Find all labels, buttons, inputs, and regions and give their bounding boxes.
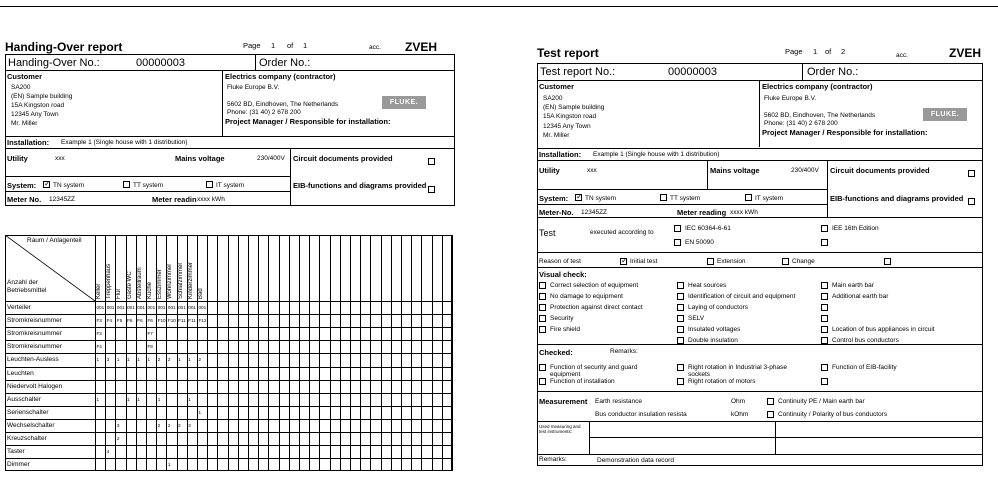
installation-value: Example 1 (Single house with 1 distribution)	[61, 139, 188, 146]
grid-row-label: Taster	[7, 448, 25, 456]
grid-cell: 2	[157, 357, 161, 363]
tn-system-label: TN system	[585, 195, 617, 202]
grid-cell: 001	[137, 305, 145, 310]
grid-cell: 3	[116, 422, 120, 428]
tt-system-label: TT system	[133, 182, 164, 189]
grid-cell: 3	[106, 357, 110, 363]
grid-cell: 1	[96, 357, 100, 363]
header-frame	[537, 63, 983, 466]
project-manager-label: Project Manager / Responsible for installation:	[762, 128, 928, 137]
grid-corner-bottom: Anzahl der Betriebsmittel	[7, 279, 47, 294]
grid-row-label: Niedervolt Halogen	[7, 382, 63, 390]
test-label: Test	[539, 228, 556, 238]
page-total: 2	[841, 47, 846, 56]
grid-row-label: Stromkreisnummer	[7, 330, 62, 338]
checked-item: Function of installation	[550, 378, 615, 385]
page-number: 1	[813, 47, 818, 56]
checked-checkbox[interactable]	[677, 364, 684, 371]
grid-cell: 2	[167, 357, 171, 363]
utility-value: xxx	[587, 167, 597, 174]
it-system-label: IT system	[755, 195, 784, 202]
measurement-label: Measurement	[539, 397, 588, 406]
grid-cell: 1	[137, 357, 140, 363]
grid-column-header: Flur	[116, 288, 123, 299]
grid-cell: F3	[96, 331, 102, 337]
visual-check-checkbox[interactable]	[677, 315, 684, 322]
handing-over-no-value: 00000003	[136, 57, 185, 69]
circuit-documents-label: Circuit documents provided	[293, 154, 393, 163]
grid-cell: 1	[188, 396, 191, 402]
grid-column-header: Küche	[147, 281, 153, 299]
grid-corner-top: Raum / Anlagenteil	[27, 237, 82, 244]
visual-check-item: Heat sources	[688, 282, 727, 289]
visual-check-item: Location of bus appliances in circuit	[832, 326, 935, 333]
visual-check-checkbox[interactable]	[821, 304, 828, 311]
checked-checkbox[interactable]	[539, 378, 546, 385]
grid-column-header: Kinderzimmer	[187, 261, 194, 299]
grid-cell: 1	[198, 409, 202, 415]
order-no-label: Order No.:	[807, 66, 859, 78]
utility-value: xxx	[55, 155, 65, 162]
eib-functions-checkbox[interactable]	[428, 186, 435, 193]
visual-check-checkbox[interactable]	[677, 326, 684, 333]
used-instruments-label: Used measuring and test instruments:	[539, 424, 581, 434]
utility-label: Utility	[7, 154, 28, 163]
ohm-unit: Ohm	[731, 398, 746, 405]
visual-check-checkbox[interactable]	[821, 315, 828, 322]
visual-check-checkbox[interactable]	[539, 315, 546, 322]
visual-check-checkbox[interactable]	[821, 282, 828, 289]
fluke-logo: FLUKE.	[923, 108, 967, 121]
extra-checkbox[interactable]	[821, 239, 828, 246]
checked-checkbox[interactable]	[677, 378, 684, 385]
grid-cell: 001	[198, 305, 207, 310]
grid-cell: 001	[127, 305, 135, 310]
eib-functions-label: EIB-functions and diagrams provided	[830, 194, 964, 203]
grid-cell: 001	[178, 305, 186, 310]
grid-row-label: Leuchten-Ausless	[7, 356, 59, 364]
customer-line: SA200	[11, 84, 31, 91]
meter-no-value: 12345ZZ	[49, 196, 76, 203]
visual-check-checkbox[interactable]	[821, 337, 828, 344]
grid-cell: 2	[116, 436, 120, 441]
grid-cell: 1	[116, 357, 120, 363]
grid-cell: F6	[137, 318, 143, 324]
grid-cell: 2	[178, 422, 181, 428]
of-label: of	[287, 41, 294, 50]
meter-reading-value: xxxx kWh	[730, 209, 758, 216]
extension-label: Extension	[717, 258, 746, 265]
mains-voltage-label: Mains voltage	[175, 154, 225, 163]
page-label: Page	[785, 47, 803, 56]
grid-cell: 1	[167, 462, 171, 468]
grid-cell: 1	[178, 357, 181, 363]
visual-check-checkbox[interactable]	[677, 304, 684, 311]
continuity-pe-checkbox[interactable]	[767, 398, 774, 405]
tn-system-checkbox[interactable]	[43, 181, 50, 188]
installation-label: Installation:	[539, 150, 582, 159]
grid-row-label: Dimmer	[7, 461, 30, 469]
customer-label: Customer	[539, 82, 575, 91]
test-report-no-value: 00000003	[668, 66, 717, 78]
visual-check-item: Control bus conductors	[832, 337, 899, 344]
visual-check-checkbox[interactable]	[677, 337, 684, 344]
acc-label: acc.	[369, 44, 381, 51]
grid-row-label: Serienschalter	[7, 408, 49, 416]
mains-voltage-value: 230/400V	[791, 167, 819, 174]
continuity-bus-checkbox[interactable]	[767, 411, 774, 418]
grid-column-header: Keller	[96, 283, 102, 299]
initial-test-checkbox[interactable]	[620, 258, 627, 265]
grid-cell: 2	[167, 422, 171, 428]
report-title: Handing-Over report	[5, 40, 123, 54]
grid-cell: 3	[188, 422, 191, 428]
checked-checkbox[interactable]	[821, 378, 828, 385]
grid-cell: 001	[157, 305, 166, 310]
change-extra-checkbox[interactable]	[884, 258, 891, 265]
circuit-documents-checkbox[interactable]	[968, 170, 975, 177]
en-checkbox[interactable]	[674, 239, 681, 246]
grid-cell: F4	[106, 318, 113, 324]
visual-check-checkbox[interactable]	[539, 304, 546, 311]
grid-cell: F4	[96, 344, 102, 350]
visual-check-checkbox[interactable]	[539, 326, 546, 333]
visual-check-item: Correct selection of equipment	[550, 282, 639, 289]
order-no-label: Order No.:	[259, 57, 311, 69]
project-manager-label: Project Manager / Responsible for installation:	[225, 117, 391, 126]
utility-label: Utility	[539, 166, 560, 175]
grid-cell: 1	[157, 396, 161, 402]
meter-no-label: Meter No.	[7, 195, 42, 204]
grid-cell: 1	[127, 396, 130, 402]
report-title: Test report	[537, 46, 599, 60]
bus-insulation-label: Bus conductor insulation resista	[595, 411, 687, 418]
grid-cell: 2	[157, 422, 161, 428]
grid-cell: F5	[116, 318, 123, 324]
grid-cell: 001	[96, 305, 105, 310]
circuit-documents-label: Circuit documents provided	[830, 166, 930, 175]
change-checkbox[interactable]	[782, 258, 789, 265]
earth-resistance-label: Earth resistance	[595, 398, 642, 405]
visual-check-checkbox[interactable]	[677, 282, 684, 289]
remarks-bottom-label: Remarks:	[539, 456, 567, 463]
fluke-logo: FLUKE.	[382, 96, 426, 109]
grid-cell: 001	[167, 305, 176, 310]
visual-check-item: Insulated voltages	[688, 326, 741, 333]
meter-no-value: 12345ZZ	[581, 209, 608, 216]
code-label: ZVEH	[949, 46, 982, 60]
contractor-line: 5602 BD, Eindhoven, The Netherlands	[764, 112, 876, 119]
mains-voltage-value: 230/400V	[257, 155, 285, 162]
visual-check-item: Additional earth bar	[832, 293, 889, 300]
visual-check-item: No damage to equipment	[550, 293, 623, 300]
customer-line: Mr. Miller	[11, 120, 38, 127]
contractor-line: Fluke Europe B.V.	[227, 84, 280, 91]
customer-line: SA200	[543, 95, 563, 102]
mains-voltage-label: Mains voltage	[710, 166, 760, 175]
contractor-label: Electrics company (contractor)	[225, 72, 336, 81]
equipment-grid	[5, 235, 455, 469]
grid-cell: 1	[137, 396, 140, 402]
circuit-documents-checkbox[interactable]	[428, 158, 435, 165]
visual-check-item: Main earth bar	[832, 282, 874, 289]
grid-column-header: Wohnzimmer	[167, 263, 174, 299]
grid-cell: F6	[127, 318, 133, 324]
meter-reading-value: xxxx kWh	[197, 196, 225, 203]
grid-row-label: Wechselschalter	[7, 421, 55, 429]
executed-label: executed according to	[590, 229, 654, 236]
continuity-bus-label: Continuity / Polarity of bus conductors	[778, 411, 888, 418]
installation-label: Installation:	[7, 138, 50, 147]
installation-value: Example 1 (Single house with 1 distribution)	[593, 151, 720, 158]
grid-cell: 001	[188, 305, 196, 310]
visual-check-checkbox[interactable]	[539, 293, 546, 300]
eib-functions-checkbox[interactable]	[968, 198, 975, 205]
visual-check-checkbox[interactable]	[821, 293, 828, 300]
code-label: ZVEH	[405, 40, 438, 54]
grid-cell: 1	[188, 357, 191, 363]
remarks-bottom-value: Demonstration data record	[597, 457, 674, 464]
grid-cell: 2	[198, 357, 202, 363]
page-top-rule	[0, 6, 998, 7]
system-label: System:	[539, 194, 569, 203]
grid-cell: F6	[147, 318, 153, 324]
checked-item: Right rotation of motors	[688, 378, 756, 385]
it-system-checkbox[interactable]	[206, 181, 213, 188]
visual-check-item: Laying of conductors	[688, 304, 748, 311]
meter-reading-label: Meter reading	[677, 208, 727, 217]
system-label: System:	[7, 181, 37, 190]
kohm-unit: kOhm	[731, 411, 749, 418]
eib-functions-label: EIB-functions and diagrams provided	[293, 181, 427, 190]
visual-check-checkbox[interactable]	[677, 293, 684, 300]
grid-column-header: Bad	[198, 288, 204, 299]
checked-checkbox[interactable]	[821, 364, 828, 371]
checked-checkbox[interactable]	[539, 364, 546, 371]
tn-system-checkbox[interactable]	[575, 194, 582, 201]
iec-label: IEC 60364-6-61	[685, 225, 731, 232]
visual-check-item: Double insulation	[688, 337, 738, 344]
grid-cell: F11	[178, 318, 186, 324]
grid-row-label: Stromkreisnummer	[7, 317, 62, 325]
grid-cell: F8	[147, 344, 153, 350]
grid-cell: F12	[198, 318, 207, 324]
visual-check-item: Security	[550, 315, 574, 322]
of-label: of	[825, 47, 832, 56]
grid-cell: 001	[106, 305, 115, 310]
checked-item: Function of security and guard equipment	[550, 364, 638, 378]
iec-checkbox[interactable]	[674, 225, 681, 232]
test-report-no-label: Test report No.:	[540, 66, 616, 78]
visual-check-checkbox[interactable]	[539, 282, 546, 289]
grid-cell: F3	[96, 318, 102, 324]
visual-check-item: Fire shield	[550, 326, 580, 333]
customer-line: 15A Kingston road	[11, 102, 65, 109]
grid-cell: 1	[127, 357, 130, 363]
grid-row-label: Stromkreisnummer	[7, 343, 62, 351]
remarks-label: Remarks:	[610, 348, 638, 355]
test-report	[537, 46, 983, 466]
contractor-label: Electrics company (contractor)	[762, 82, 873, 91]
grid-cell: 4	[106, 449, 110, 455]
grid-column-header: Esszimmer	[157, 269, 164, 299]
grid-cell: 1	[147, 357, 151, 363]
grid-column-header: Abstellraum	[136, 267, 143, 299]
contractor-line: 5602 BD, Eindhoven, The Netherlands	[227, 101, 339, 108]
customer-label: Customer	[7, 72, 43, 81]
page-total: 1	[303, 41, 308, 50]
visual-check-item: SELV	[688, 315, 705, 322]
tn-system-label: TN system	[53, 182, 85, 189]
en-label: EN 50090	[685, 239, 714, 246]
contractor-line: Phone: (31 40) 2 678 200	[227, 109, 301, 116]
reason-label: Reason of test	[539, 258, 581, 265]
meter-no-label: Meter-No.	[539, 208, 574, 217]
tt-system-checkbox[interactable]	[123, 181, 130, 188]
visual-check-item: Identification of circuit and equipment	[688, 293, 796, 300]
checked-item: Function of EIB-facility	[832, 364, 897, 371]
change-label: Change	[792, 258, 815, 265]
grid-cell: 001	[147, 305, 156, 310]
tt-system-checkbox[interactable]	[660, 194, 667, 201]
grid-cell: 001	[116, 305, 125, 310]
customer-line: Mr. Miller	[543, 132, 570, 139]
grid-row-label: Kreuzschalter	[7, 435, 47, 442]
tt-system-label: TT system	[670, 195, 701, 202]
visual-check-checkbox[interactable]	[821, 326, 828, 333]
contractor-line: Fluke Europe B.V.	[764, 95, 817, 102]
contractor-line: Phone: (31 40) 2 678 200	[764, 120, 838, 127]
iee-label: IEE 16th Edition	[832, 225, 879, 232]
handing-over-report	[5, 40, 455, 470]
grid-row-label: Ausschalter	[7, 395, 41, 403]
grid-column-header: Schlafzimmer	[177, 262, 184, 299]
meter-reading-label: Meter readin	[152, 195, 197, 204]
it-system-label: IT system	[216, 182, 245, 189]
grid-row-label: Verteiler	[7, 304, 31, 311]
handing-over-no-label: Handing-Over No.:	[8, 57, 100, 69]
acc-label: acc.	[896, 52, 908, 59]
visual-check-item: Protection against direct contact	[550, 304, 643, 311]
grid-column-header: Treppenhaus	[106, 263, 113, 299]
checked-label: Checked:	[539, 348, 573, 357]
customer-line: 12345 Any Town	[11, 111, 59, 118]
page-label: Page	[243, 41, 261, 50]
grid-row-label: Leuchten	[7, 369, 34, 377]
it-system-checkbox[interactable]	[745, 194, 752, 201]
customer-line: 12345 Any Town	[543, 123, 591, 130]
visual-check-label: Visual check:	[539, 270, 587, 279]
iee-checkbox[interactable]	[821, 225, 828, 232]
customer-line: (EN) Sample building	[11, 93, 73, 100]
customer-line: (EN) Sample building	[543, 104, 605, 111]
customer-line: 15A Kingston road	[543, 113, 597, 120]
checked-item: Right rotation in Industrial 3-phase sockets	[688, 364, 788, 378]
grid-cell: F7	[147, 331, 153, 337]
grid-column-header: Gäste WC	[126, 271, 133, 299]
page-number: 1	[271, 41, 276, 50]
grid-cell: F10	[167, 318, 176, 324]
extension-checkbox[interactable]	[707, 258, 714, 265]
grid-cell: 1	[96, 396, 100, 402]
initial-test-label: Initial test	[630, 258, 658, 265]
grid-cell: F11	[188, 318, 196, 324]
grid-cell: F10	[157, 318, 166, 324]
continuity-pe-label: Continuity PE / Main earth bar	[778, 398, 865, 405]
